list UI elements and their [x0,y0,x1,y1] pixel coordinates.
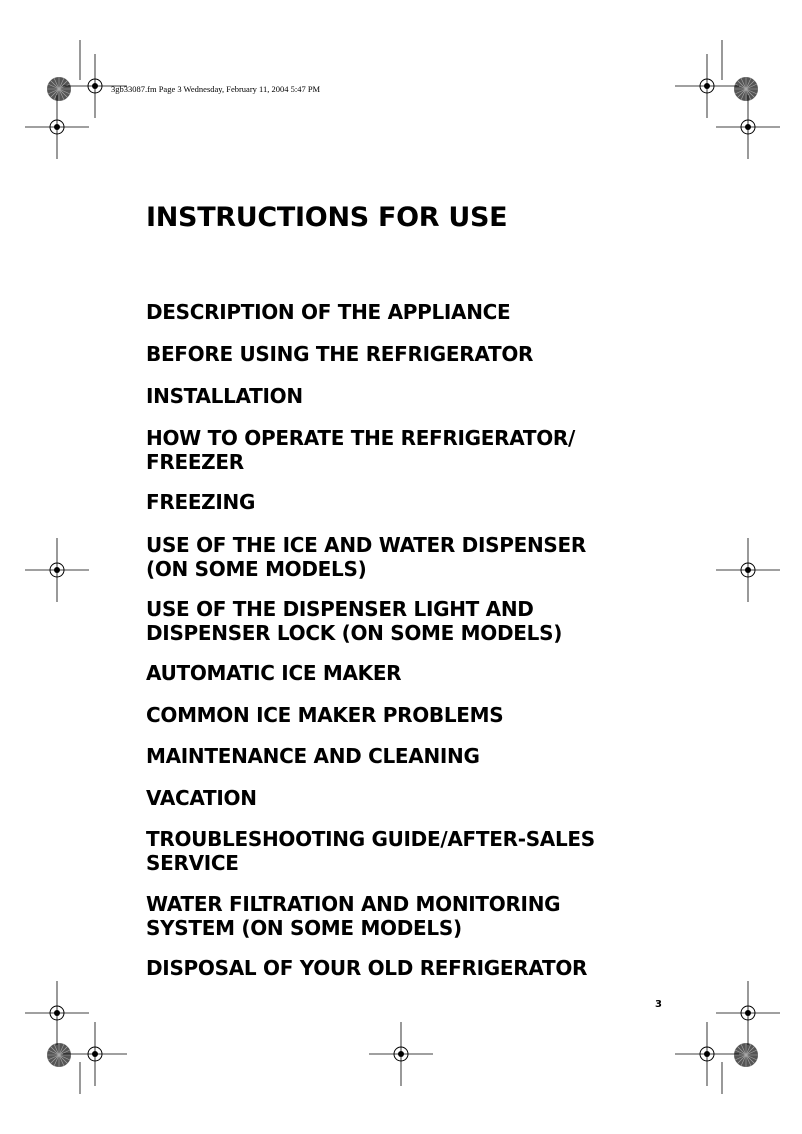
toc-item-text: HOW TO OPERATE THE REFRIGERATOR/ [146,426,576,450]
toc-item-text: USE OF THE DISPENSER LIGHT AND [146,597,534,621]
toc-item-text: FREEZER [146,450,244,474]
toc-item-text: SYSTEM (ON SOME MODELS) [146,916,462,940]
toc-item-text: DISPENSER LOCK (ON SOME MODELS) [146,621,563,645]
toc-item-text: DISPOSAL OF YOUR OLD REFRIGERATOR [146,956,588,980]
toc-item-text: (ON SOME MODELS) [146,557,367,581]
toc-item-text: SERVICE [146,851,239,875]
toc-item-text: FREEZING [146,490,256,514]
toc-item-text: MAINTENANCE AND CLEANING [146,744,480,768]
toc-item-text: WATER FILTRATION AND MONITORING [146,892,561,916]
toc-item-text: COMMON ICE MAKER PROBLEMS [146,703,504,727]
toc-item-text: DESCRIPTION OF THE APPLIANCE [146,300,511,324]
toc-item-text: AUTOMATIC ICE MAKER [146,661,402,685]
toc-item-text: BEFORE USING THE REFRIGERATOR [146,342,534,366]
toc-item-text: USE OF THE ICE AND WATER DISPENSER [146,533,586,557]
page-title: INSTRUCTIONS FOR USE [146,202,508,233]
print-info-header: 3gb33087.fm Page 3 Wednesday, February 11, 2004 5:47 PM [111,84,321,94]
toc-item-text: INSTALLATION [146,384,303,408]
page-number: 3 [655,999,662,1010]
toc-item-text: VACATION [146,786,257,810]
toc-item-text: TROUBLESHOOTING GUIDE/AFTER-SALES [146,827,595,851]
